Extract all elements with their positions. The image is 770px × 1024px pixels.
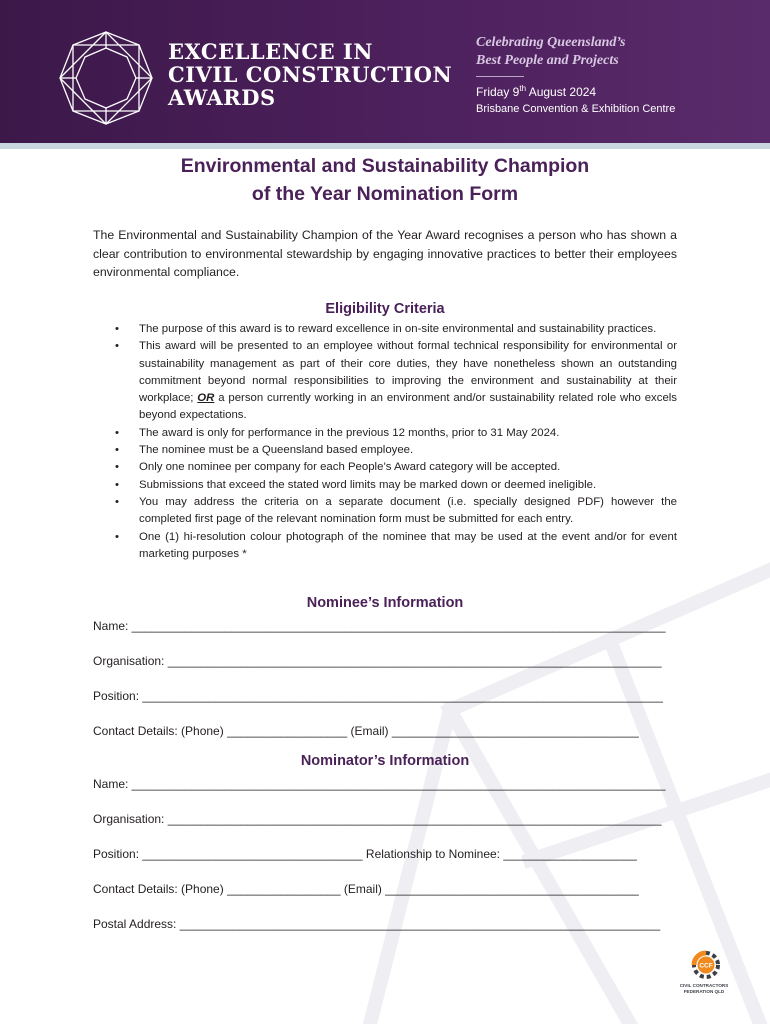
nominee-organisation-field[interactable]: Organisation: __________________________________________________________________________ [93,654,662,668]
ccf-text-line: CIVIL CONTRACTORS [679,983,729,988]
list-item: • The purpose of this award is to reward excellence in on-site environmental and sustainability practices. [93,321,677,338]
header-accent-strip [0,143,770,149]
tagline [476,34,625,70]
nominator-postal-address-field[interactable]: Postal Address: ________________________________________________________________________ [93,917,661,931]
list-item-text-tail: a person currently working in an environment and/or sustainability related role who excels beyond expectations. [139,392,678,422]
logo-line: EXCELLENCE IN [168,39,373,64]
awards-logo-title [168,40,452,109]
event-date-suffix: August 2024 [526,85,597,99]
event-venue: Brisbane Convention & Exhibition Centre [476,103,676,115]
nominator-organisation-field[interactable]: Organisation: __________________________________________________________________________ [93,812,662,826]
title-line: of the Year Nomination Form [251,183,519,205]
list-item: • You may address the criteria on a separate document (i.e. specially designed PDF) however the completed first page of the relevant nomination form must be submitted for each entry. [93,494,677,529]
header-banner [0,0,770,143]
tagline-line: Celebrating Queensland’s [476,35,626,50]
event-date [476,84,596,99]
nominee-name-field[interactable]: Name: ________________________________________________________________________________ [93,619,666,633]
logo-line: CIVIL CONSTRUCTION [168,62,453,87]
page-title [0,152,770,208]
ccf-initials: CCF [699,962,713,970]
list-item: • The nominee must be a Queensland based employee. [93,442,677,459]
diamond-logo-icon [56,28,156,128]
list-item: • The award is only for performance in the previous 12 months, prior to 31 May 2024. [93,425,677,442]
ccf-logo-text [672,983,736,994]
event-date-ordinal: th [519,84,527,93]
nominator-position-field[interactable]: Position: _________________________________ Relationship to Nominee: ____________________ [93,847,637,861]
ccf-text-line: FEDERATION QLD [683,988,725,994]
event-date-prefix: Friday 9 [476,85,520,99]
tagline-divider [476,76,524,77]
title-line: Environmental and Sustainability Champion [180,155,590,177]
list-item: • One (1) hi-resolution colour photograph of the nominee that may be used at the event and/or for event marketing purposes * [93,529,677,564]
nominee-position-field[interactable]: Position: ______________________________________________________________________________ [93,689,663,703]
eligibility-list [93,321,677,563]
intro-paragraph: The Environmental and Sustainability Champion of the Year Award recognises a person who has shown a clear contribution to environmental stewardship by engaging innovative practices to better their employees environmental compliance. [93,228,677,279]
eligibility-heading: Eligibility Criteria [325,301,445,317]
nominator-heading: Nominator’s Information [300,753,470,769]
nominee-heading: Nominee’s Information [306,595,464,611]
list-item: • Submissions that exceed the stated word limits may be marked down or deemed ineligible. [93,477,677,494]
nominator-name-field[interactable]: Name: ________________________________________________________________________________ [93,777,666,791]
list-item-text: This award will be presented to an employee without formal technical responsibility for environmental or sustainability management as part of their core duties, they have nonetheless shown an outstanding commitment beyond normal responsibilities to improving the environment and sustainability at their workplace; [139,340,677,405]
nominee-contact-field[interactable]: Contact Details: (Phone) __________________ (Email) _____________________________________ [93,724,639,738]
list-item: • Only one nominee per company for each People’s Award category will be accepted. [93,459,677,476]
emphasis-or: OR [197,392,215,405]
logo-line: AWARDS [168,85,276,110]
list-item [93,338,677,424]
nominator-contact-field[interactable]: Contact Details: (Phone) _________________ (Email) ______________________________________ [93,882,639,896]
tagline-line: Best People and Projects [476,53,619,68]
